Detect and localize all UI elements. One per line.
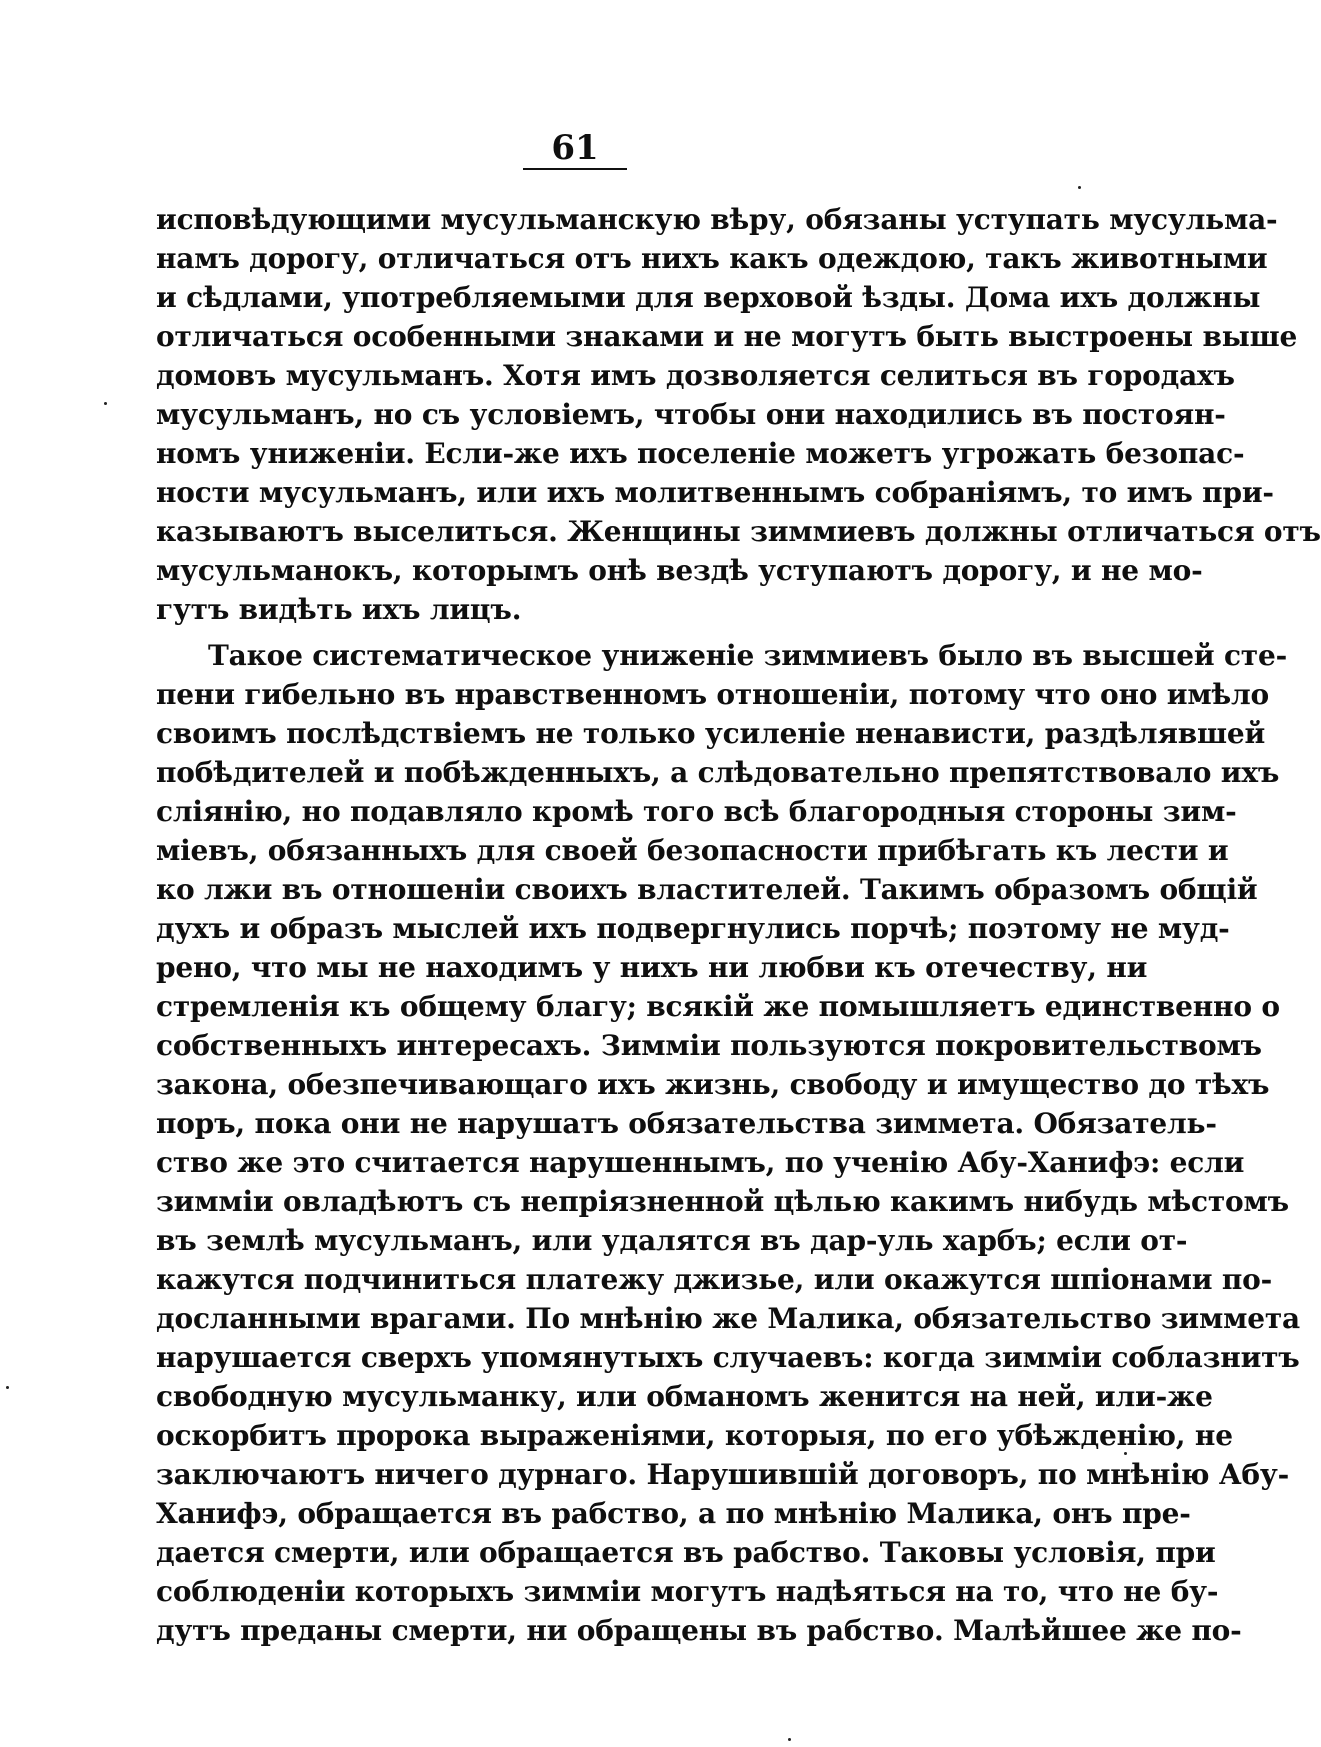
text-line: пени гибельно въ нравственномъ отношеніи, потому что оно имѣло — [156, 678, 1269, 711]
text-line: ство же это считается нарушеннымъ, по ученію Абу-Ханифэ: если — [156, 1146, 1245, 1179]
text-line: поръ, пока они не нарушатъ обязательства зиммета. Обязатель- — [156, 1107, 1217, 1140]
text-line: рено, что мы не находимъ у нихъ ни любви къ отечеству, ни — [156, 951, 1148, 984]
text-line: досланными врагами. По мнѣнію же Малика, обязательство зиммета — [156, 1302, 1300, 1335]
text-line: дутъ преданы смерти, ни обращены въ рабство. Малѣйшее же по- — [156, 1614, 1242, 1647]
paragraph-2 — [156, 636, 1300, 1650]
text-line: ко лжи въ отношеніи своихъ властителей. Такимъ образомъ общій — [156, 873, 1258, 906]
text-line: намъ дорогу, отличаться отъ нихъ какъ одеждою, такъ животными — [156, 242, 1268, 275]
text-line: міевъ, обязанныхъ для своей безопасности прибѣгать къ лести и — [156, 834, 1229, 867]
text-line: Ханифэ, обращается въ рабство, а по мнѣнію Малика, онъ пре- — [156, 1497, 1191, 1530]
text-line: Такое систематическое униженіе зиммиевъ было въ высшей сте- — [208, 639, 1287, 672]
text-line: собственныхъ интересахъ. Зиммiи пользуются покровительствомъ — [156, 1029, 1262, 1062]
text-line: зиммiи овладѣютъ съ непріязненной цѣлью какимъ нибудь мѣстомъ — [156, 1185, 1289, 1218]
text-line: нарушается сверхъ упомянутыхъ случаевъ: когда зиммiи соблазнитъ — [156, 1341, 1300, 1374]
text-line: мусульманъ, но съ условіемъ, чтобы они находились въ постоян- — [156, 398, 1226, 431]
paragraph-gap — [156, 629, 996, 636]
scan-speck — [6, 1386, 9, 1389]
text-line: казываютъ выселиться. Женщины зиммиевъ должны отличаться отъ — [156, 515, 1321, 548]
scan-speck — [788, 1738, 791, 1741]
text-line: духъ и образъ мыслей ихъ подвергнулись порчѣ; поэтому не муд- — [156, 912, 1230, 945]
scan-speck — [1078, 186, 1081, 189]
text-line: мусульманокъ, которымъ онѣ вездѣ уступаютъ дорогу, и не мо- — [156, 554, 1203, 587]
paragraph-1 — [156, 200, 1321, 629]
text-line: свободную мусульманку, или обманомъ женится на ней, или-же — [156, 1380, 1213, 1413]
text-line: домовъ мусульманъ. Хотя имъ дозволяется селиться въ городахъ — [156, 359, 1235, 392]
page-number: 61 — [551, 128, 599, 168]
body-text — [156, 200, 1321, 1650]
text-line: стремленія къ общему благу; всякій же помышляетъ единственно о — [156, 990, 1280, 1023]
scan-speck — [104, 402, 107, 405]
text-line: исповѣдующими мусульманскую вѣру, обязаны уступать мусульма- — [156, 203, 1278, 236]
text-line: соблюденіи которыхъ зиммiи могутъ надѣяться на то, что не бу- — [156, 1575, 1219, 1608]
text-line: побѣдителей и побѣжденныхъ, а слѣдовательно препятствовало ихъ — [156, 756, 1280, 789]
text-line: дается смерти, или обращается въ рабство. Таковы условія, при — [156, 1536, 1216, 1569]
text-line: ности мусульманъ, или ихъ молитвеннымъ собраніямъ, то имъ при- — [156, 476, 1274, 509]
text-line: сліянію, но подавляло кромѣ того всѣ благородныя стороны зим- — [156, 795, 1237, 828]
text-line: оскорбитъ пророка выраженіями, которыя, по его убѣжденію, не — [156, 1419, 1233, 1452]
text-line: своимъ послѣдствіемъ не только усиленіе ненависти, раздѣлявшей — [156, 717, 1266, 750]
text-line: номъ униженіи. Если-же ихъ поселеніе можетъ угрожать безопас- — [156, 437, 1245, 470]
text-line: отличаться особенными знаками и не могутъ быть выстроены выше — [156, 320, 1298, 353]
text-line: и сѣдлами, употребляемыми для верховой ѣзды. Дома ихъ должны — [156, 281, 1261, 314]
scan-speck — [1124, 1452, 1127, 1455]
text-line: кажутся подчиниться платежу джизье, или окажутся шпіонами по- — [156, 1263, 1273, 1296]
text-line: гутъ видѣть ихъ лицъ. — [156, 593, 522, 626]
text-line: заключаютъ ничего дурнаго. Нарушившій договоръ, по мнѣнію Абу- — [156, 1458, 1290, 1491]
text-line: закона, обезпечивающаго ихъ жизнь, свободу и имущество до тѣхъ — [156, 1068, 1270, 1101]
page-number-rule — [523, 168, 627, 170]
text-line: въ землѣ мусульманъ, или удалятся въ дар-уль харбъ; если от- — [156, 1224, 1188, 1257]
